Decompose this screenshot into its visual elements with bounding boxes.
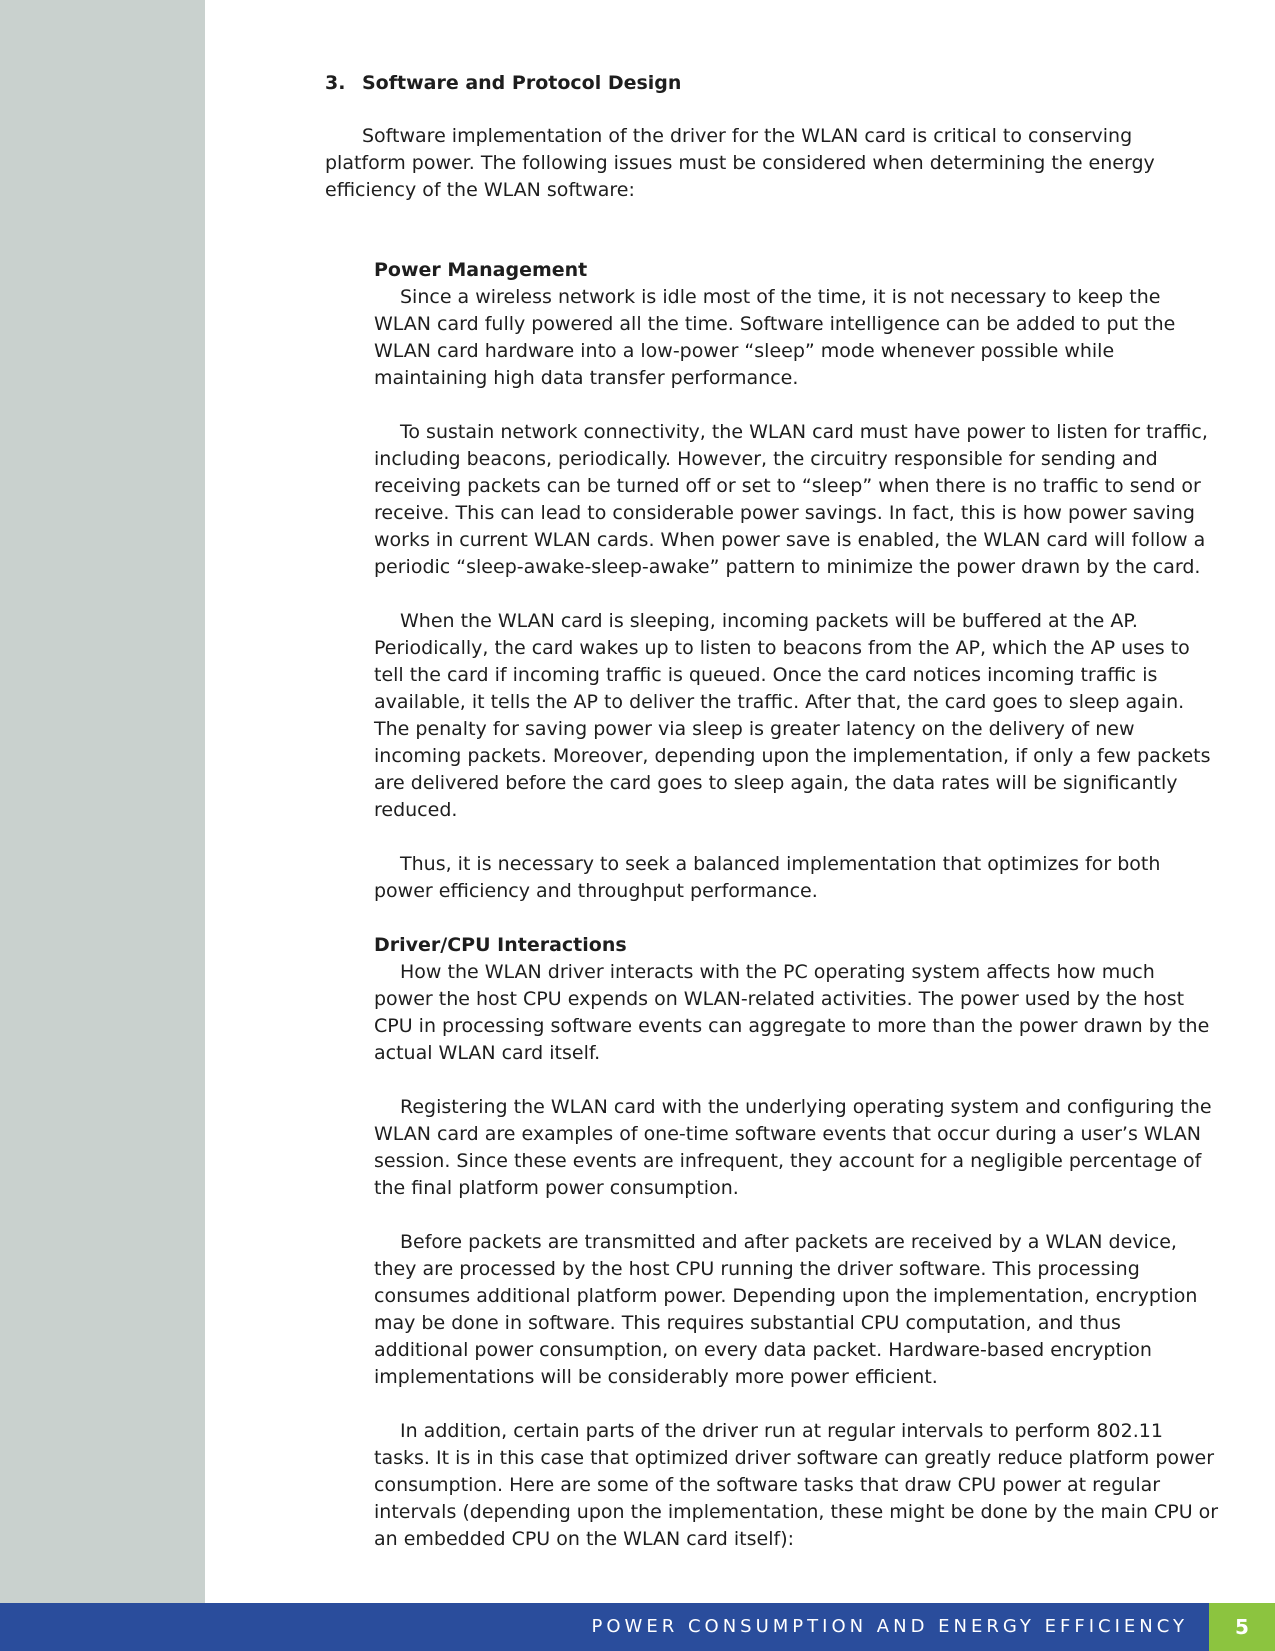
power-management-heading: Power Management	[374, 259, 588, 281]
left-sidebar-band	[0, 0, 205, 1603]
driver-cpu-heading: Driver/CPU Interactions	[374, 934, 627, 956]
page-number: 5	[1209, 1603, 1275, 1651]
page-content	[325, 70, 1219, 1580]
paragraph: Since a wireless network is idle most of the time, it is not necessary to keep the WLAN card fully powered all the time. Software intelligence can be added to put the WLAN card hardware into a low-power “sleep” mode whenever possible while maintaining high data transfer performance.	[374, 286, 1176, 389]
intro-paragraph: Software implementation of the driver for the WLAN card is critical to conserving platform power. The following issues must be considered when determining the energy efficiency of the WLAN software:	[325, 125, 1155, 201]
paragraph: Before packets are transmitted and after packets are received by a WLAN device, they are processed by the host CPU running the driver software. This processing consumes additional platform power. Depending upon the implementation, encryption may be done in software. This requires substantial CPU computation, and thus additional power consumption, on every data packet. Hardware-based encryption implementations will be considerably more power efficient.	[374, 1231, 1198, 1388]
footer-title: POWER CONSUMPTION AND ENERGY EFFICIENCY	[591, 1616, 1188, 1637]
section-title: Software and Protocol Design	[362, 72, 682, 94]
paragraph: When the WLAN card is sleeping, incoming packets will be buffered at the AP. Periodically, the card wakes up to listen to beacons from the AP, which the AP uses to tell the card if incoming traffic is queued. Once the card notices incoming traffic is available, it tells the AP to deliver the traffic. After that, the card goes to sleep again. The penalty for saving power via sleep is greater latency on the delivery of new incoming packets. Moreover, depending upon the implementation, if only a few packets are delivered before the card goes to sleep again, the data rates will be significantly reduced.	[374, 610, 1211, 821]
paragraph: Thus, it is necessary to seek a balanced implementation that optimizes for both power efficiency and throughput performance.	[374, 853, 1161, 902]
section-heading	[325, 70, 1215, 97]
section-number: 3.	[325, 72, 346, 94]
paragraph: To sustain network connectivity, the WLAN card must have power to listen for traffic, including beacons, periodically. However, the circuitry responsible for sending and receiving packets can be turned off or set to “sleep” when there is no traffic to send or receive. This can lead to considerable power savings. In fact, this is how power saving works in current WLAN cards. When power save is enabled, the WLAN card will follow a periodic “sleep-awake-sleep-awake” pattern to minimize the power drawn by the card.	[374, 421, 1208, 578]
power-management-section	[374, 257, 1219, 905]
footer-bar	[0, 1603, 1275, 1651]
paragraph: How the WLAN driver interacts with the PC operating system affects how much power the host CPU expends on WLAN-related activities. The power used by the host CPU in processing software events can aggregate to more than the power drawn by the actual WLAN card itself.	[374, 961, 1210, 1064]
driver-cpu-section	[374, 932, 1219, 1553]
paragraph: Registering the WLAN card with the underlying operating system and configuring the WLAN card are examples of one-time software events that occur during a user’s WLAN session. Since these events are infrequent, they account for a negligible percentage of the final platform power consumption.	[374, 1096, 1212, 1199]
paragraph: In addition, certain parts of the driver run at regular intervals to perform 802.11 tasks. It is in this case that optimized driver software can greatly reduce platform power consumption. Here are some of the software tasks that draw CPU power at regular intervals (depending upon the implementation, these might be done by the main CPU or an embedded CPU on the WLAN card itself):	[374, 1420, 1219, 1550]
